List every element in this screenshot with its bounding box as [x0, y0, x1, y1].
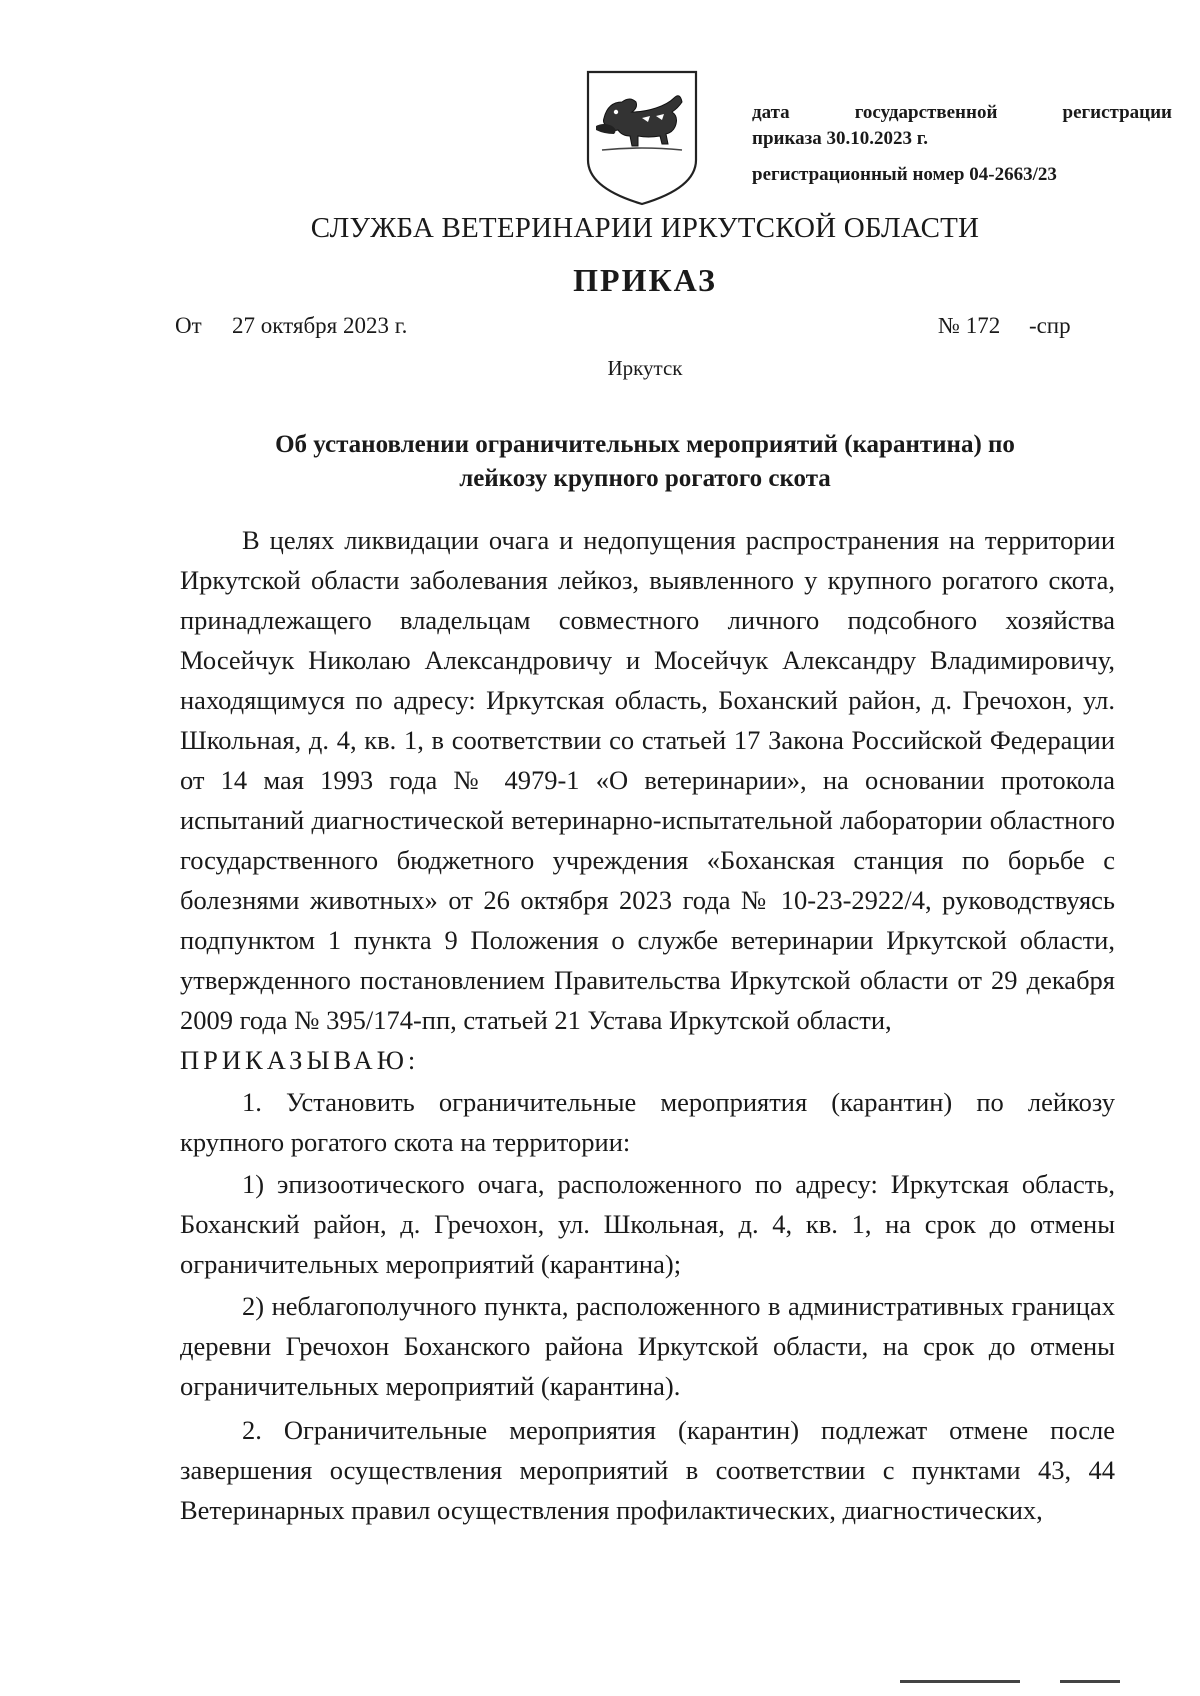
registration-word: регистрации [1062, 102, 1172, 123]
registration-number: регистрационный номер 04-2663/23 [752, 164, 1057, 185]
order-command: ПРИКАЗЫВАЮ: [180, 1045, 420, 1075]
order-number: № 172 -спр [938, 313, 1071, 338]
registration-date-label [752, 100, 1172, 126]
from-label: От [175, 313, 202, 338]
order-body [180, 520, 1115, 1530]
order-date: 27 октября 2023 г. [232, 313, 408, 338]
registration-word: государственной [854, 102, 998, 123]
registration-stamp [752, 100, 1172, 188]
issue-city: Иркутск [607, 356, 683, 380]
agency-name: СЛУЖБА ВЕТЕРИНАРИИ ИРКУТСКОЙ ОБЛАСТИ [310, 212, 980, 244]
scan-artifact [1060, 1680, 1120, 1683]
scan-artifact [900, 1680, 1020, 1683]
coat-of-arms-icon [582, 68, 702, 208]
order-item-1: 1. Установить ограничительные мероприятия (карантин) по лейкозу крупного рогатого скота на территории: [180, 1087, 1115, 1157]
order-title-line: лейкозу крупного рогатого скота [459, 465, 831, 492]
order-subitem-2: 2) неблагополучного пункта, расположенного в административных границах деревни Гречохон Боханского района Иркутской области, на срок до отмены ограничительных мероприятий (карантина). [180, 1291, 1115, 1401]
preamble-paragraph: В целях ликвидации очага и недопущения распространения на территории Иркутской области заболевания лейкоз, выявленного у крупного рогатого скота, принадлежащего владельцам совместного личного подсобного хозяйства Мосейчук Николаю Александровичу и Мосейчук Александру Владимировичу, находящимуся по адресу: Иркутская область, Боханский район, д. Гречохон, ул. Школьная, д. 4, кв. 1, в соответствии со статьей 17 Закона Российской Федерации от 14 мая 1993 года № 4979-1 «О ветеринарии», на основании протокола испытаний диагностической ветеринарно-испытательной лаборатории областного государственного бюджетного учреждения «Боханская станция по борьбе с болезнями животных» от 26 октября 2023 года № 10-23-2922/4, руководствуясь подпунктом 1 пункта 9 Положения о службе ветеринарии Иркутской области, утвержденного постановлением Правительства Иркутской области от 29 декабря 2009 года № 395/174-пп, статьей 21 Устава Иркутской области, [180, 525, 1115, 1035]
order-title [175, 428, 1115, 496]
registration-word: дата [752, 102, 790, 123]
order-subitem-1: 1) эпизоотического очага, расположенного по адресу: Иркутская область, Боханский район, д. Гречохон, ул. Школьная, д. 4, кв. 1, на срок до отмены ограничительных мероприятий (карантина); [180, 1169, 1115, 1279]
document-type-heading: ПРИКАЗ [573, 262, 717, 298]
order-item-2: 2. Ограничительные мероприятия (карантин) подлежат отмене после завершения осуществления мероприятий в соответствии с пунктами 43, 44 Ветеринарных правил осуществления профилактических, диагностических, [180, 1415, 1115, 1525]
registration-date: приказа 30.10.2023 г. [752, 128, 928, 149]
order-title-line: Об установлении ограничительных мероприятий (карантина) по [275, 431, 1015, 458]
